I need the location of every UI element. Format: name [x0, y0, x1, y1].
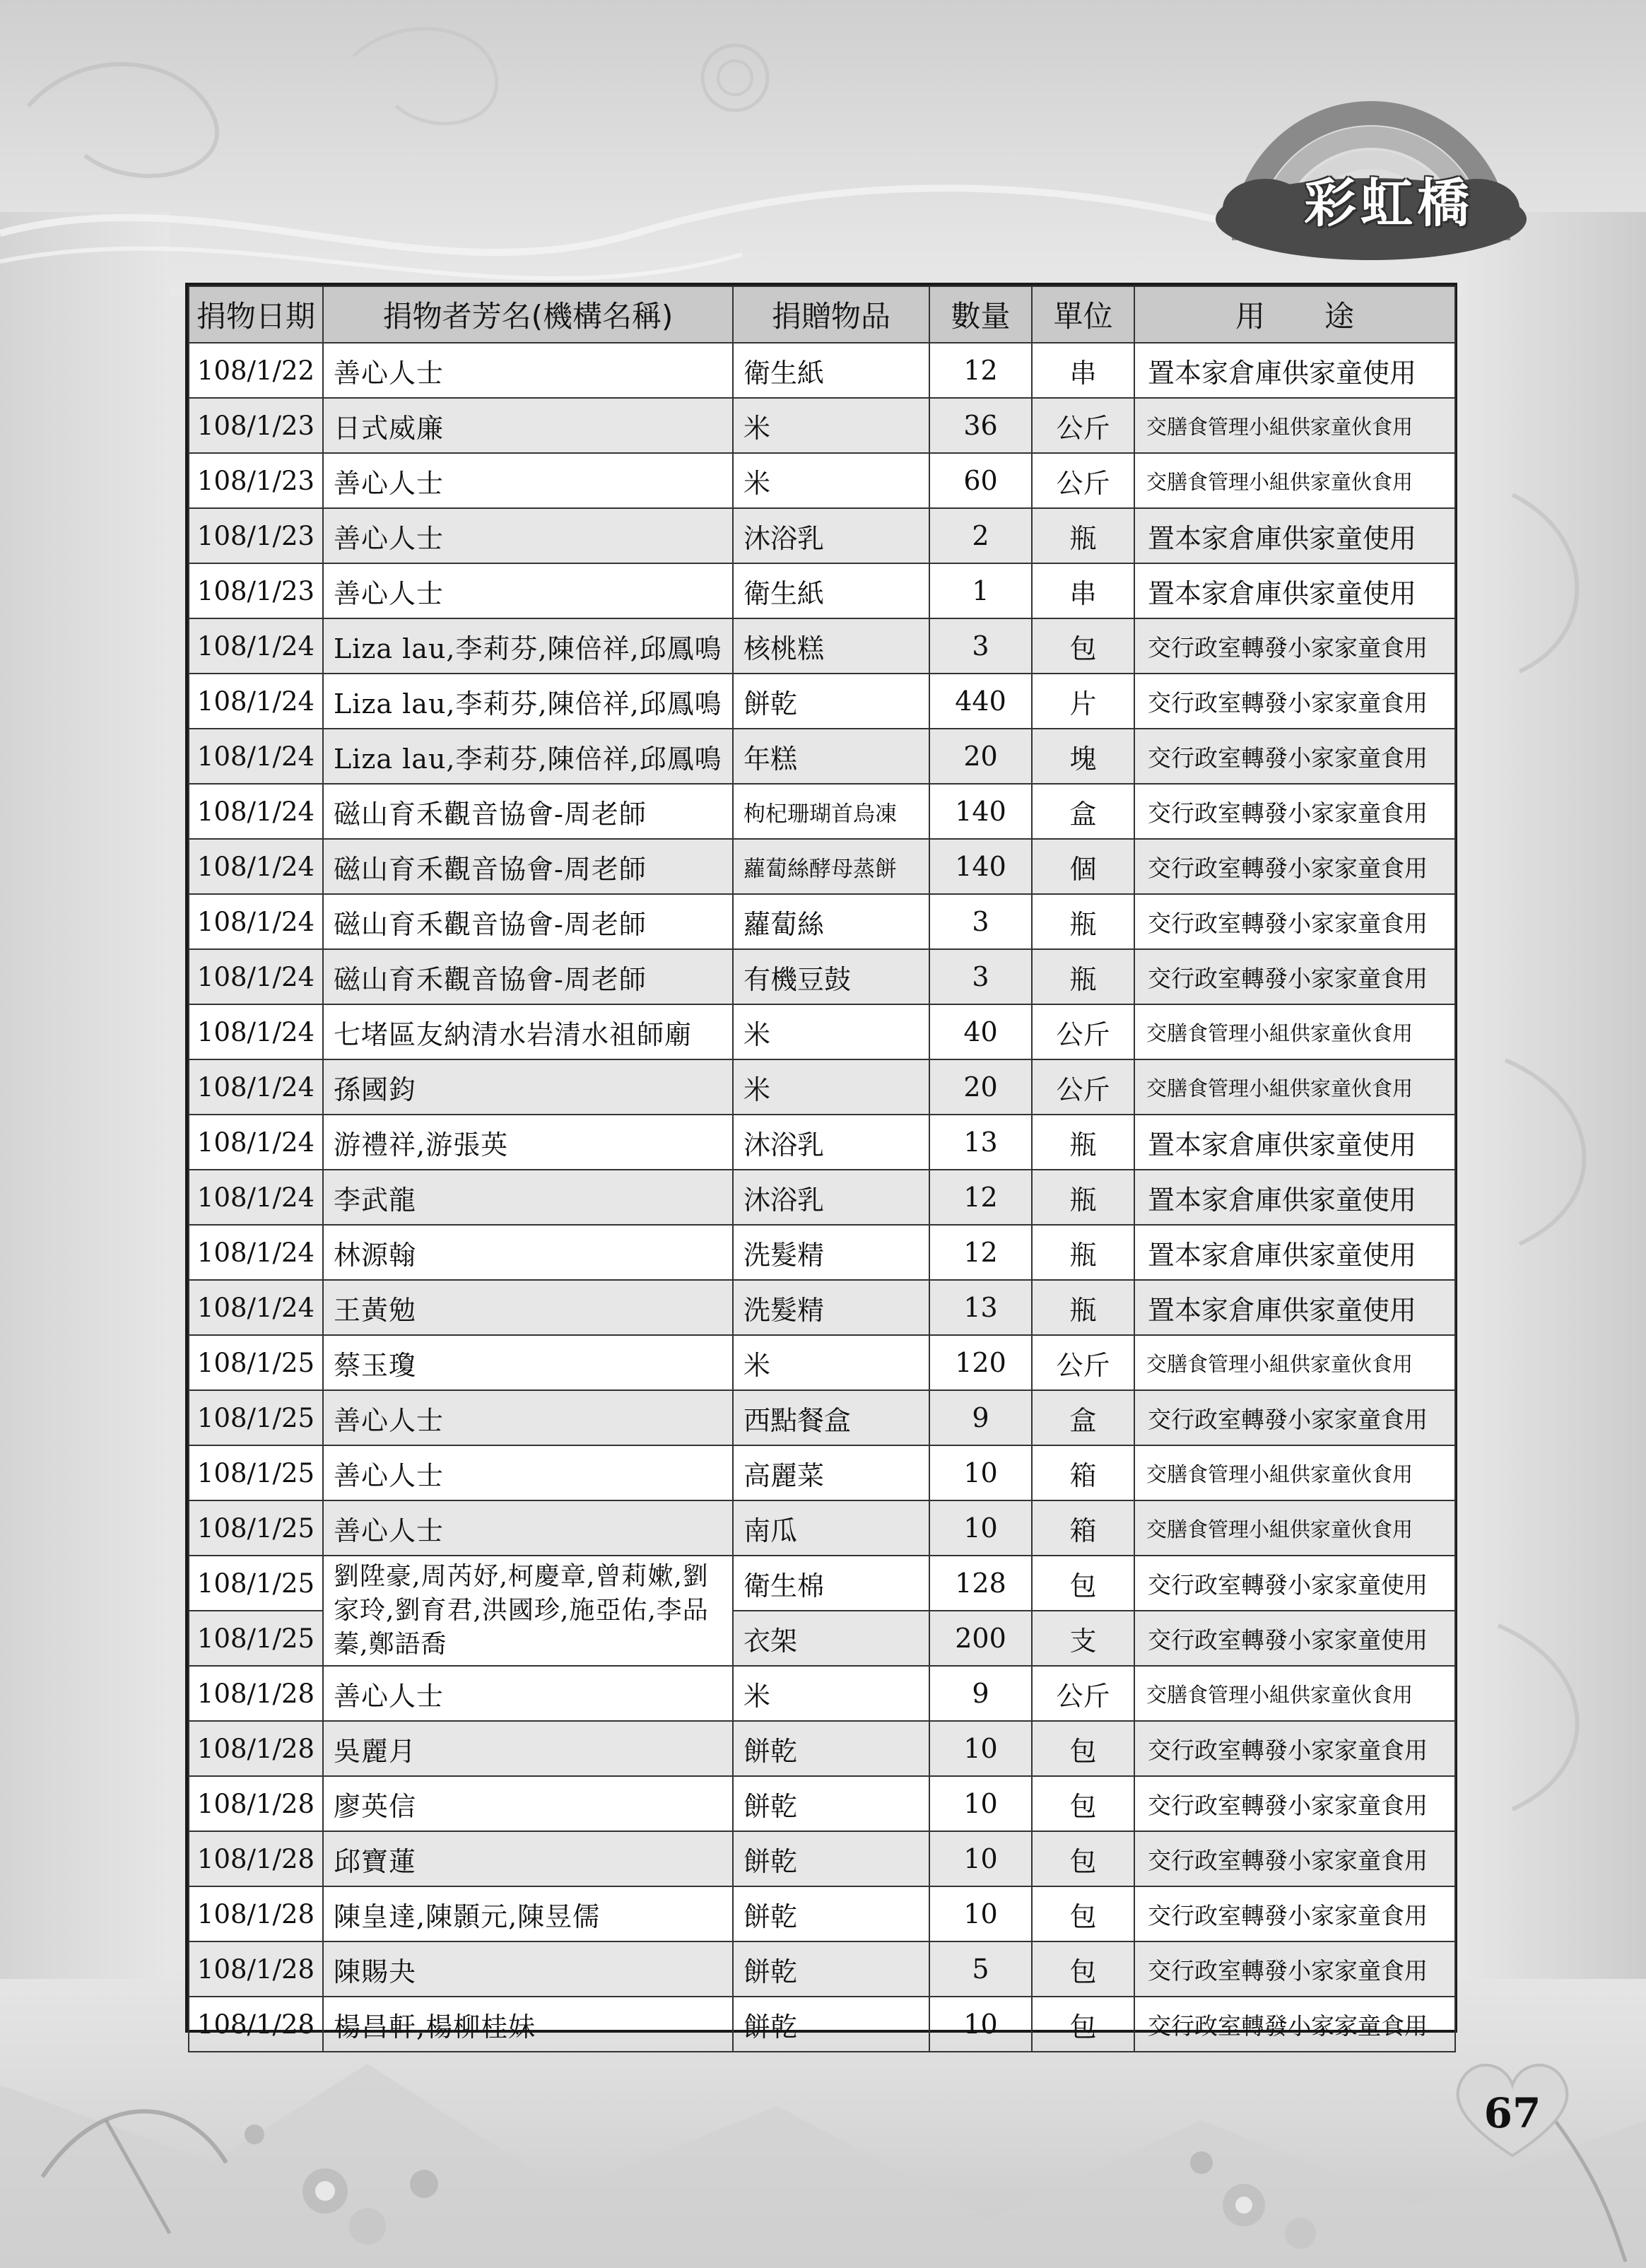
cell-item: 枸杞珊瑚首烏凍 — [733, 784, 929, 839]
cell-use: 置本家倉庫供家童使用 — [1134, 563, 1455, 618]
table-row — [189, 1390, 1455, 1445]
cell-qty: 10 — [929, 1721, 1032, 1776]
cell-donor: 磁山育禾觀音協會-周老師 — [323, 839, 733, 894]
cell-qty: 10 — [929, 1445, 1032, 1500]
table-row — [189, 674, 1455, 729]
logo-title: 彩虹橋 — [1304, 173, 1474, 234]
table-row — [189, 784, 1455, 839]
cell-item: 年糕 — [733, 729, 929, 784]
cell-qty: 10 — [929, 1776, 1032, 1831]
cell-item: 餅乾 — [733, 1776, 929, 1831]
cell-qty: 120 — [929, 1335, 1032, 1390]
cell-qty: 12 — [929, 1170, 1032, 1225]
cell-use: 交膳食管理小組供家童伙食用 — [1134, 1500, 1455, 1556]
cell-qty: 440 — [929, 674, 1032, 729]
cell-item: 米 — [733, 398, 929, 453]
cell-use: 交膳食管理小組供家童伙食用 — [1134, 398, 1455, 453]
cell-item: 餅乾 — [733, 1886, 929, 1941]
cell-donor: 善心人士 — [323, 1445, 733, 1500]
table-row — [189, 949, 1455, 1004]
cell-unit: 公斤 — [1032, 1666, 1134, 1721]
cell-date: 108/1/28 — [189, 1831, 323, 1886]
header-item: 捐贈物品 — [733, 286, 929, 343]
table-row — [189, 839, 1455, 894]
cell-date: 108/1/24 — [189, 1115, 323, 1170]
cell-donor: 磁山育禾觀音協會-周老師 — [323, 784, 733, 839]
cell-use: 交膳食管理小組供家童伙食用 — [1134, 1059, 1455, 1115]
cell-qty: 200 — [929, 1611, 1032, 1666]
cell-unit: 片 — [1032, 674, 1134, 729]
cell-unit: 包 — [1032, 1776, 1134, 1831]
cell-use: 置本家倉庫供家童使用 — [1134, 1115, 1455, 1170]
table-row — [189, 1445, 1455, 1500]
cell-use: 交行政室轉發小家家童食用 — [1134, 949, 1455, 1004]
cell-qty: 13 — [929, 1280, 1032, 1335]
cell-donor: 吳麗月 — [323, 1721, 733, 1776]
cell-qty: 2 — [929, 508, 1032, 563]
cell-qty: 60 — [929, 453, 1032, 508]
cell-qty: 40 — [929, 1004, 1032, 1059]
table-header-row — [189, 286, 1455, 343]
cell-qty: 12 — [929, 343, 1032, 398]
cell-unit: 公斤 — [1032, 453, 1134, 508]
cell-donor: Liza lau,李莉芬,陳倍祥,邱鳳鳴 — [323, 674, 733, 729]
table-row — [189, 894, 1455, 949]
cell-donor: 李武龍 — [323, 1170, 733, 1225]
cell-qty: 5 — [929, 1941, 1032, 1997]
header-donor: 捐物者芳名(機構名稱) — [323, 286, 733, 343]
table-row — [189, 618, 1455, 674]
cell-use: 交行政室轉發小家家童食用 — [1134, 1776, 1455, 1831]
page-number: 67 — [1483, 2089, 1541, 2137]
cell-donor: 善心人士 — [323, 1390, 733, 1445]
cell-qty: 20 — [929, 729, 1032, 784]
header-qty: 數量 — [929, 286, 1032, 343]
cell-use: 置本家倉庫供家童使用 — [1134, 343, 1455, 398]
cell-date: 108/1/24 — [189, 729, 323, 784]
cell-donor: 王黃勉 — [323, 1280, 733, 1335]
cell-qty: 12 — [929, 1225, 1032, 1280]
table-row — [189, 1280, 1455, 1335]
cell-item: 沐浴乳 — [733, 508, 929, 563]
cell-unit: 串 — [1032, 343, 1134, 398]
cell-qty: 128 — [929, 1556, 1032, 1611]
table-row — [189, 1225, 1455, 1280]
table-row — [189, 1666, 1455, 1721]
cell-use: 交行政室轉發小家家童食用 — [1134, 618, 1455, 674]
table-row — [189, 1721, 1455, 1776]
cell-use: 交行政室轉發小家家童使用 — [1134, 1611, 1455, 1666]
cell-date: 108/1/25 — [189, 1611, 323, 1666]
table-row — [189, 1997, 1455, 2052]
table-row — [189, 729, 1455, 784]
cell-unit: 包 — [1032, 1997, 1134, 2052]
table-row — [189, 343, 1455, 398]
cell-date: 108/1/28 — [189, 1776, 323, 1831]
cell-donor: 善心人士 — [323, 343, 733, 398]
cell-item: 沐浴乳 — [733, 1115, 929, 1170]
cell-donor: 廖英信 — [323, 1776, 733, 1831]
cell-date: 108/1/24 — [189, 1225, 323, 1280]
cell-item: 米 — [733, 1059, 929, 1115]
cell-item: 餅乾 — [733, 674, 929, 729]
cell-use: 交行政室轉發小家家童食用 — [1134, 1831, 1455, 1886]
cell-donor: 善心人士 — [323, 508, 733, 563]
cell-donor: Liza lau,李莉芬,陳倍祥,邱鳳鳴 — [323, 729, 733, 784]
cell-date: 108/1/25 — [189, 1390, 323, 1445]
cell-item: 有機豆鼓 — [733, 949, 929, 1004]
cell-use: 交膳食管理小組供家童伙食用 — [1134, 1445, 1455, 1500]
cell-use: 交行政室轉發小家家童食用 — [1134, 1390, 1455, 1445]
cell-date: 108/1/24 — [189, 1170, 323, 1225]
cell-date: 108/1/22 — [189, 343, 323, 398]
cell-donor: 游禮祥,游張英 — [323, 1115, 733, 1170]
cell-item: 衛生紙 — [733, 343, 929, 398]
cell-qty: 1 — [929, 563, 1032, 618]
cell-date: 108/1/24 — [189, 674, 323, 729]
cell-unit: 瓶 — [1032, 1170, 1134, 1225]
cell-unit: 串 — [1032, 563, 1134, 618]
cell-unit: 瓶 — [1032, 508, 1134, 563]
cell-qty: 20 — [929, 1059, 1032, 1115]
cell-use: 交行政室轉發小家家童食用 — [1134, 1997, 1455, 2052]
cell-unit: 包 — [1032, 1721, 1134, 1776]
cell-item: 餅乾 — [733, 1941, 929, 1997]
cell-qty: 10 — [929, 1500, 1032, 1556]
cell-unit: 公斤 — [1032, 1335, 1134, 1390]
cell-date: 108/1/24 — [189, 839, 323, 894]
cell-unit: 公斤 — [1032, 1059, 1134, 1115]
cell-unit: 瓶 — [1032, 894, 1134, 949]
cell-use: 置本家倉庫供家童使用 — [1134, 1225, 1455, 1280]
table-row — [189, 453, 1455, 508]
cell-date: 108/1/25 — [189, 1335, 323, 1390]
cell-item: 洗髮精 — [733, 1225, 929, 1280]
cell-item: 西點餐盒 — [733, 1390, 929, 1445]
cell-date: 108/1/28 — [189, 1721, 323, 1776]
cell-use: 交膳食管理小組供家童伙食用 — [1134, 1666, 1455, 1721]
cell-unit: 盒 — [1032, 784, 1134, 839]
cell-use: 置本家倉庫供家童使用 — [1134, 1170, 1455, 1225]
cell-date: 108/1/23 — [189, 453, 323, 508]
cell-qty: 9 — [929, 1390, 1032, 1445]
cell-item: 核桃糕 — [733, 618, 929, 674]
cell-unit: 塊 — [1032, 729, 1134, 784]
cell-donor: 日式威廉 — [323, 398, 733, 453]
cell-use: 交膳食管理小組供家童伙食用 — [1134, 1335, 1455, 1390]
cell-qty: 3 — [929, 949, 1032, 1004]
cell-donor: 陳皇達,陳顥元,陳昱儒 — [323, 1886, 733, 1941]
cell-date: 108/1/24 — [189, 1059, 323, 1115]
table-row — [189, 1941, 1455, 1997]
donation-table-grid — [188, 286, 1456, 2052]
table-row — [189, 563, 1455, 618]
cell-item: 餅乾 — [733, 1831, 929, 1886]
table-row — [189, 1059, 1455, 1115]
cell-use: 交行政室轉發小家家童使用 — [1134, 1556, 1455, 1611]
cell-use: 交行政室轉發小家家童食用 — [1134, 729, 1455, 784]
cell-qty: 140 — [929, 784, 1032, 839]
cell-unit: 公斤 — [1032, 398, 1134, 453]
cell-item: 米 — [733, 1666, 929, 1721]
cell-date: 108/1/23 — [189, 398, 323, 453]
cell-item: 南瓜 — [733, 1500, 929, 1556]
cell-date: 108/1/23 — [189, 508, 323, 563]
cell-donor: 林源翰 — [323, 1225, 733, 1280]
cell-qty: 9 — [929, 1666, 1032, 1721]
cell-date: 108/1/24 — [189, 949, 323, 1004]
cell-qty: 10 — [929, 1886, 1032, 1941]
cell-qty: 36 — [929, 398, 1032, 453]
cell-use: 交行政室轉發小家家童食用 — [1134, 674, 1455, 729]
cell-unit: 包 — [1032, 1886, 1134, 1941]
header-date: 捐物日期 — [189, 286, 323, 343]
cell-use: 交行政室轉發小家家童食用 — [1134, 1721, 1455, 1776]
table-row — [189, 1886, 1455, 1941]
cell-donor: 邱寶蓮 — [323, 1831, 733, 1886]
cell-donor: 楊昌軒,楊柳桂妹 — [323, 1997, 733, 2052]
cell-donor: 善心人士 — [323, 1500, 733, 1556]
cell-use: 交行政室轉發小家家童食用 — [1134, 784, 1455, 839]
cell-use: 置本家倉庫供家童使用 — [1134, 508, 1455, 563]
cell-date: 108/1/24 — [189, 1280, 323, 1335]
cell-item: 高麗菜 — [733, 1445, 929, 1500]
cell-qty: 3 — [929, 894, 1032, 949]
cell-donor: Liza lau,李莉芬,陳倍祥,邱鳳鳴 — [323, 618, 733, 674]
header-unit: 單位 — [1032, 286, 1134, 343]
table-row — [189, 1170, 1455, 1225]
table-row — [189, 508, 1455, 563]
cell-item: 米 — [733, 453, 929, 508]
table-row — [189, 1831, 1455, 1886]
cell-donor: 磁山育禾觀音協會-周老師 — [323, 949, 733, 1004]
cell-unit: 包 — [1032, 1831, 1134, 1886]
cell-date: 108/1/28 — [189, 1666, 323, 1721]
cell-date: 108/1/28 — [189, 1997, 323, 2052]
table-row — [189, 398, 1455, 453]
cell-item: 米 — [733, 1335, 929, 1390]
cell-unit: 公斤 — [1032, 1004, 1134, 1059]
cell-unit: 瓶 — [1032, 949, 1134, 1004]
cell-item: 蘿蔔絲 — [733, 894, 929, 949]
cell-item: 餅乾 — [733, 1997, 929, 2052]
cell-date: 108/1/24 — [189, 1004, 323, 1059]
cell-donor: 善心人士 — [323, 453, 733, 508]
cell-use: 交膳食管理小組供家童伙食用 — [1134, 453, 1455, 508]
cell-date: 108/1/23 — [189, 563, 323, 618]
cell-unit: 瓶 — [1032, 1115, 1134, 1170]
table-row — [189, 1335, 1455, 1390]
cell-qty: 10 — [929, 1997, 1032, 2052]
cell-date: 108/1/25 — [189, 1445, 323, 1500]
cell-unit: 盒 — [1032, 1390, 1134, 1445]
cell-date: 108/1/24 — [189, 784, 323, 839]
cell-use: 交膳食管理小組供家童伙食用 — [1134, 1004, 1455, 1059]
cell-unit: 瓶 — [1032, 1225, 1134, 1280]
cell-unit: 包 — [1032, 618, 1134, 674]
cell-donor: 善心人士 — [323, 563, 733, 618]
cell-use: 交行政室轉發小家家童食用 — [1134, 1941, 1455, 1997]
cell-use: 交行政室轉發小家家童食用 — [1134, 1886, 1455, 1941]
cell-qty: 3 — [929, 618, 1032, 674]
cell-item: 蘿蔔絲酵母蒸餅 — [733, 839, 929, 894]
cell-donor: 磁山育禾觀音協會-周老師 — [323, 894, 733, 949]
cell-donor: 孫國鈞 — [323, 1059, 733, 1115]
cell-date: 108/1/25 — [189, 1500, 323, 1556]
table-row — [189, 1115, 1455, 1170]
cell-date: 108/1/24 — [189, 618, 323, 674]
cell-unit: 支 — [1032, 1611, 1134, 1666]
cell-date: 108/1/25 — [189, 1556, 323, 1611]
cell-item: 衣架 — [733, 1611, 929, 1666]
cell-unit: 包 — [1032, 1556, 1134, 1611]
cell-item: 沐浴乳 — [733, 1170, 929, 1225]
cell-unit: 瓶 — [1032, 1280, 1134, 1335]
table-row — [189, 1004, 1455, 1059]
cell-item: 衛生紙 — [733, 563, 929, 618]
cell-unit: 箱 — [1032, 1445, 1134, 1500]
cell-donor: 善心人士 — [323, 1666, 733, 1721]
cell-item: 衛生棉 — [733, 1556, 929, 1611]
table-row — [189, 1776, 1455, 1831]
cell-qty: 10 — [929, 1831, 1032, 1886]
cell-date: 108/1/28 — [189, 1941, 323, 1997]
cell-item: 米 — [733, 1004, 929, 1059]
cell-donor: 陳賜夬 — [323, 1941, 733, 1997]
cell-donor: 蔡玉瓊 — [323, 1335, 733, 1390]
cell-use: 置本家倉庫供家童使用 — [1134, 1280, 1455, 1335]
cell-unit: 箱 — [1032, 1500, 1134, 1556]
cell-qty: 13 — [929, 1115, 1032, 1170]
cell-qty: 140 — [929, 839, 1032, 894]
cell-donor: 劉陞豪,周芮妤,柯慶章,曾莉嫰,劉家玲,劉育君,洪國珍,施亞佑,李品蓁,鄭語喬 — [323, 1556, 733, 1666]
cell-donor: 七堵區友納清水岩清水祖師廟 — [323, 1004, 733, 1059]
cell-use: 交行政室轉發小家家童食用 — [1134, 839, 1455, 894]
table-row — [189, 1500, 1455, 1556]
cell-item: 餅乾 — [733, 1721, 929, 1776]
cell-item: 洗髮精 — [733, 1280, 929, 1335]
header-use: 用 途 — [1134, 286, 1455, 343]
cell-date: 108/1/28 — [189, 1886, 323, 1941]
cell-unit: 個 — [1032, 839, 1134, 894]
cell-date: 108/1/24 — [189, 894, 323, 949]
cell-use: 交行政室轉發小家家童食用 — [1134, 894, 1455, 949]
donation-table — [185, 283, 1457, 2043]
table-row — [189, 1556, 1455, 1611]
cell-unit: 包 — [1032, 1941, 1134, 1997]
